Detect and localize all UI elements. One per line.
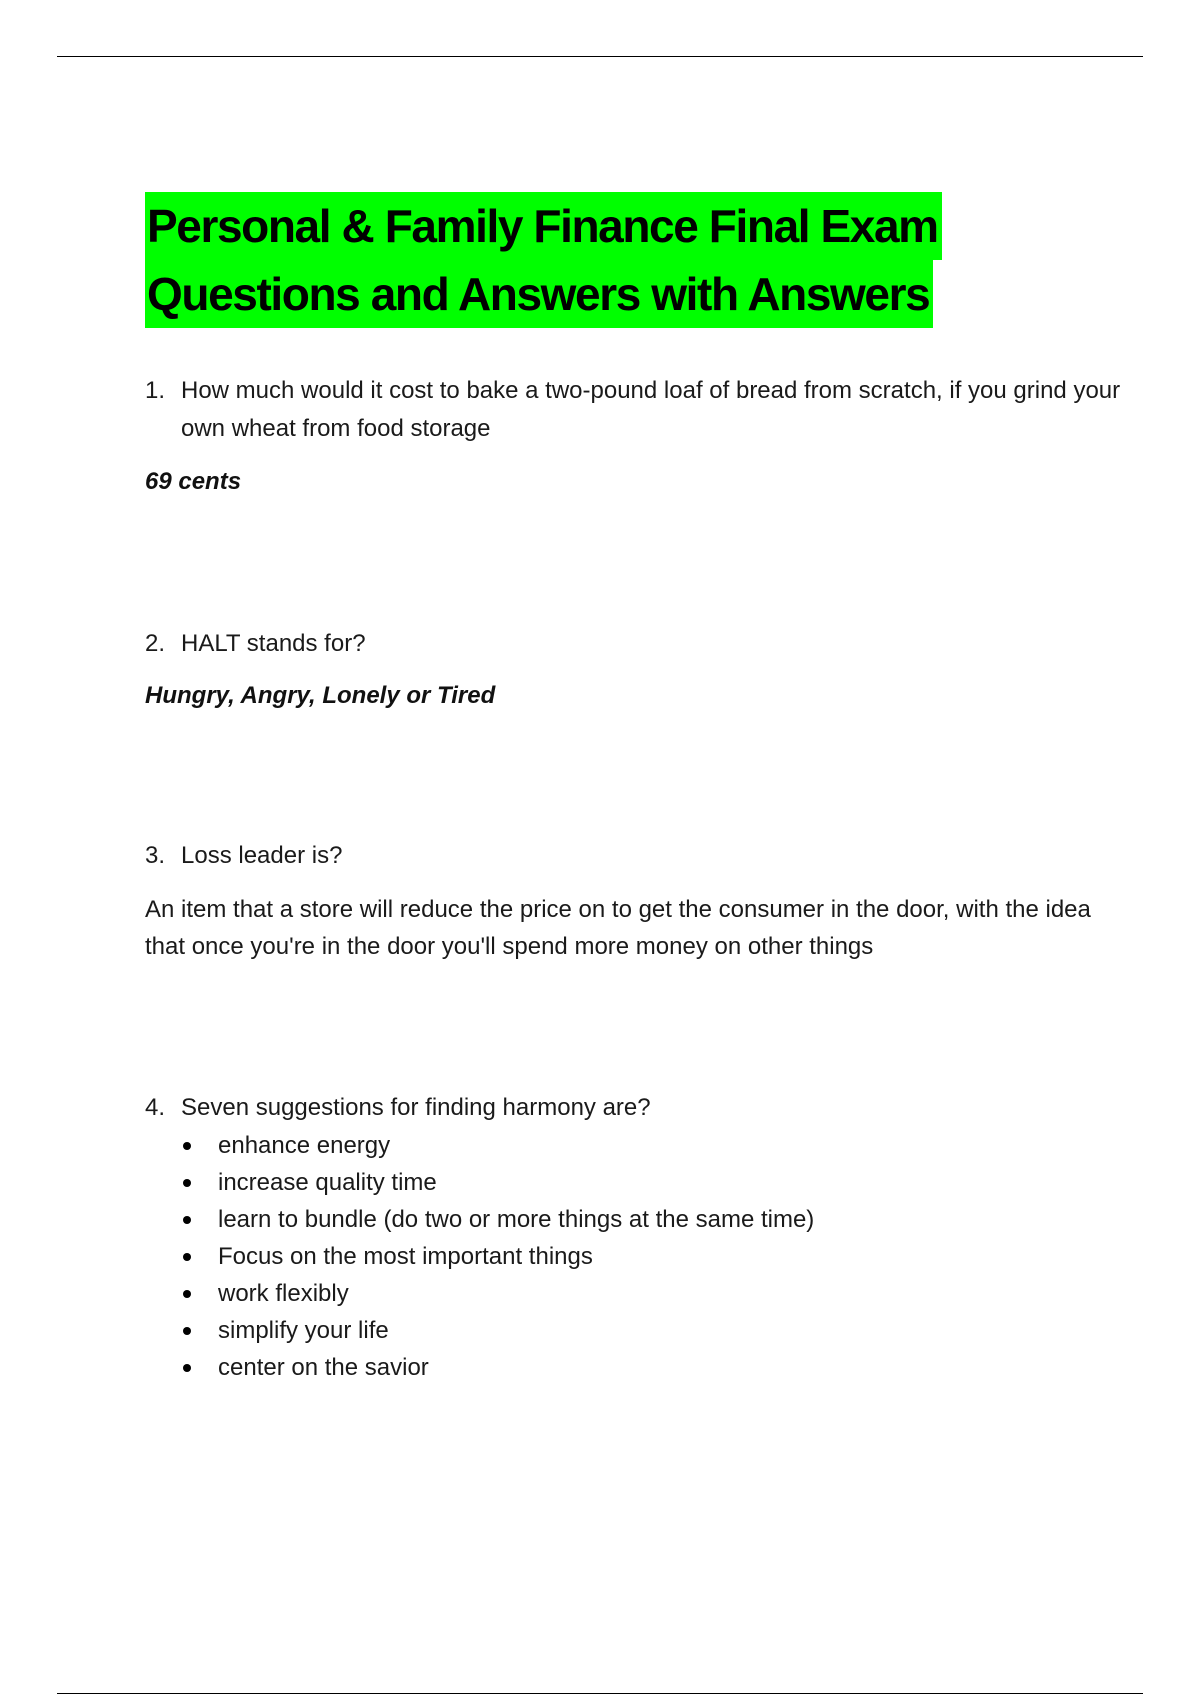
- header-rule: [57, 56, 1143, 57]
- question-number: 1.: [145, 377, 166, 404]
- list-item: [180, 1349, 814, 1386]
- bullet-icon: [183, 1364, 191, 1372]
- title-line-2: Questions and Answers with Answers: [145, 260, 933, 328]
- question-4: [145, 1089, 1131, 1127]
- question-2: [145, 625, 1131, 663]
- question-text: HALT stands for?: [181, 630, 366, 657]
- bullet-icon: [183, 1142, 191, 1150]
- list-item-text: simplify your life: [218, 1317, 389, 1344]
- answer-2: Hungry, Angry, Lonely or Tired: [145, 682, 496, 709]
- question-text: How much would it cost to bake a two-pound loaf of bread from scratch, if you grind your own wheat from food storage: [181, 377, 1121, 442]
- list-item-text: learn to bundle (do two or more things at the same time): [218, 1206, 815, 1233]
- list-item-text: center on the savior: [218, 1354, 429, 1381]
- list-item-text: enhance energy: [218, 1132, 391, 1159]
- bullet-icon: [183, 1290, 191, 1298]
- answer-1: 69 cents: [145, 468, 242, 495]
- title-line-1: Personal & Family Finance Final Exam: [145, 192, 942, 260]
- bullet-icon: [183, 1216, 191, 1224]
- document-title: [145, 192, 942, 328]
- bullet-icon: [183, 1253, 191, 1261]
- question-text: Seven suggestions for finding harmony are?: [181, 1094, 651, 1121]
- question-3: [145, 837, 1131, 875]
- list-item-text: increase quality time: [218, 1169, 437, 1196]
- list-item: [180, 1127, 814, 1164]
- bullet-icon: [183, 1179, 191, 1187]
- question-number: 2.: [145, 630, 166, 657]
- list-item: [180, 1164, 814, 1201]
- question-1: [145, 372, 1131, 448]
- list-item: [180, 1201, 814, 1238]
- question-number: 3.: [145, 842, 166, 869]
- answer-3: An item that a store will reduce the price on to get the consumer in the door, with the idea that once you're in the door you'll spend more money on other things: [145, 896, 1091, 960]
- question-number: 4.: [145, 1094, 166, 1121]
- list-item: [180, 1312, 814, 1349]
- footer-rule: [57, 1693, 1143, 1694]
- list-item: [180, 1275, 814, 1312]
- list-item-text: work flexibly: [218, 1280, 349, 1307]
- question-text: Loss leader is?: [181, 842, 343, 869]
- list-item: [180, 1238, 814, 1275]
- list-item-text: Focus on the most important things: [218, 1243, 593, 1270]
- harmony-suggestions-list: [180, 1127, 814, 1386]
- bullet-icon: [183, 1327, 191, 1335]
